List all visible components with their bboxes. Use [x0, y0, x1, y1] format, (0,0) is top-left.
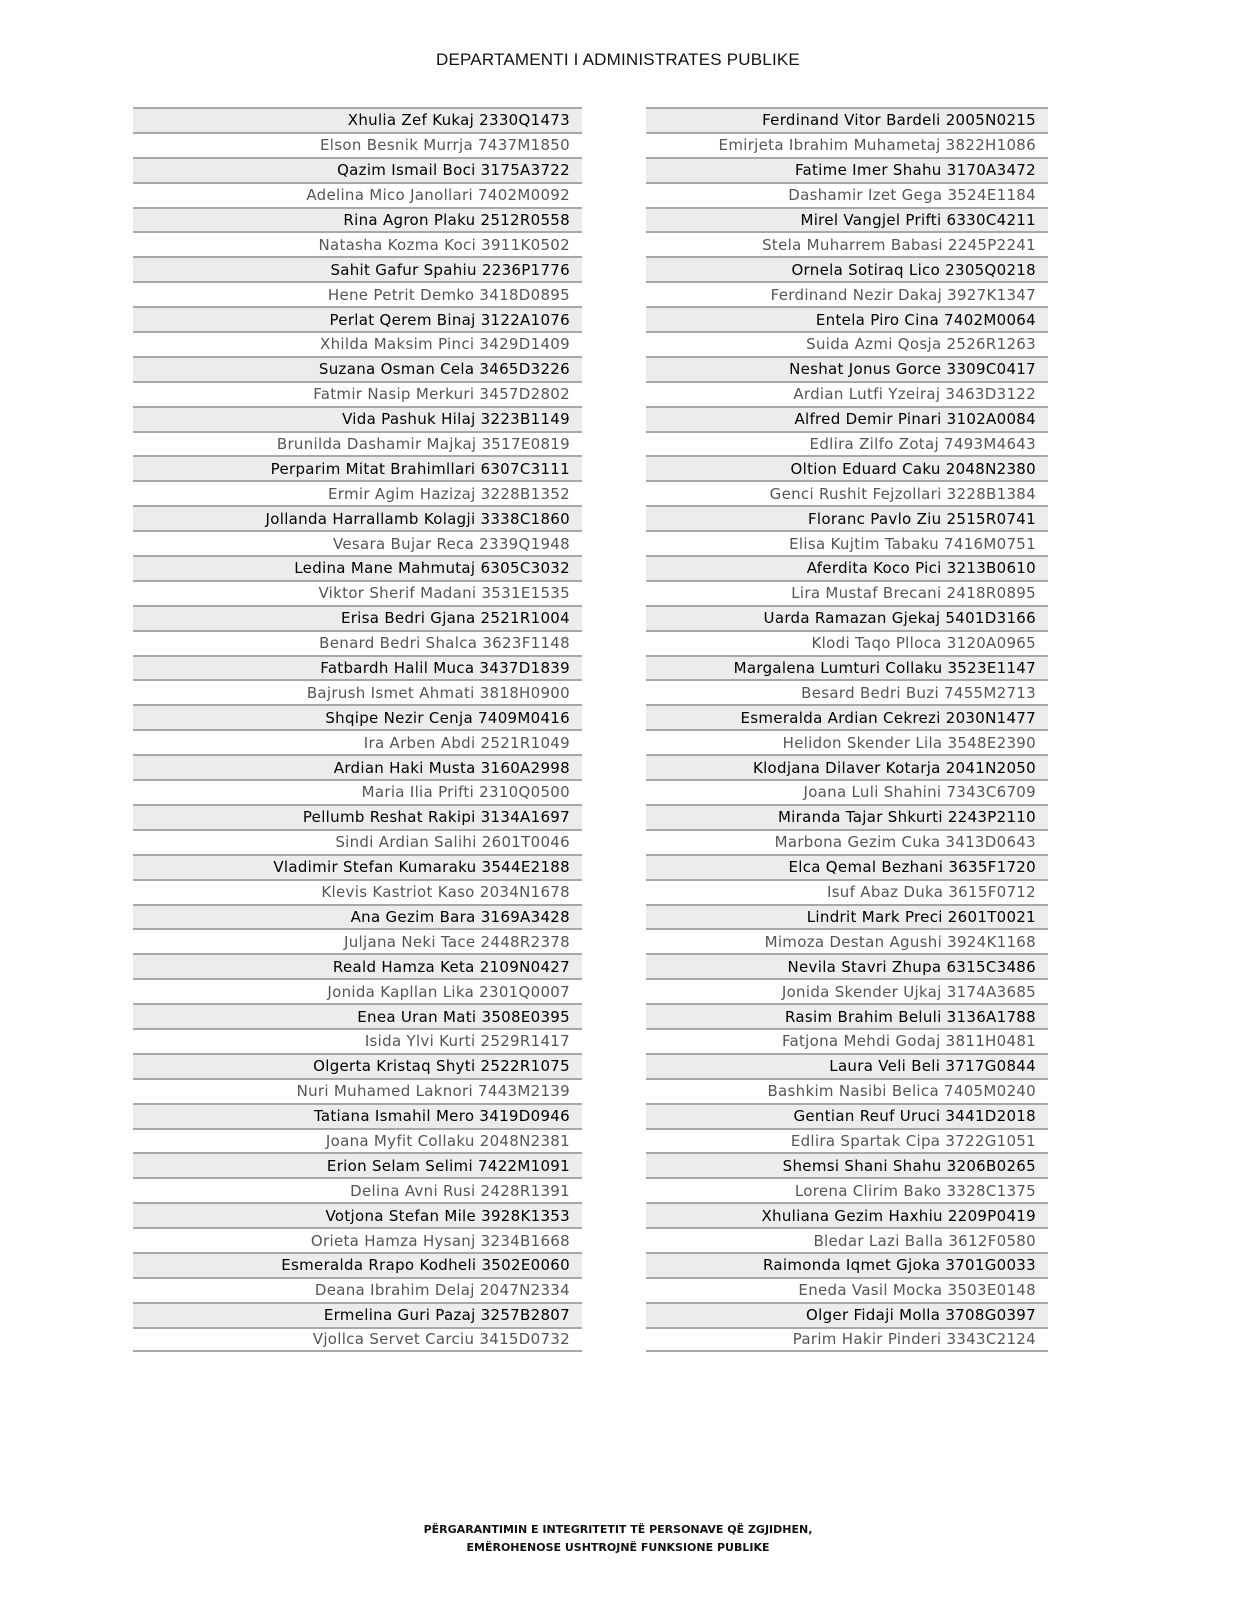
- list-row: [133, 431, 582, 456]
- list-row: [133, 1003, 582, 1028]
- person-entry: Jonida Kapllan Lika 2301Q0007: [327, 982, 570, 1001]
- list-row: [133, 132, 582, 157]
- list-row: [646, 1227, 1048, 1252]
- person-entry: Benard Bedri Shalca 3623F1148: [319, 634, 570, 653]
- list-row: [133, 679, 582, 704]
- person-entry: Delina Avni Rusi 2428R1391: [350, 1181, 570, 1200]
- person-entry: Marbona Gezim Cuka 3413D0643: [774, 833, 1036, 852]
- person-entry: Olger Fidaji Molla 3708G0397: [806, 1306, 1036, 1325]
- list-row: [646, 729, 1048, 754]
- left-name-list: [133, 107, 582, 1352]
- person-entry: Oltion Eduard Caku 2048N2380: [790, 459, 1036, 478]
- person-entry: Klodjana Dilaver Kotarja 2041N2050: [752, 758, 1036, 777]
- list-row: [133, 580, 582, 605]
- person-entry: Mirel Vangjel Prifti 6330C4211: [800, 211, 1036, 229]
- person-entry: Joana Luli Shahini 7343C6709: [803, 783, 1036, 802]
- person-entry: Ferdinand Nezir Dakaj 3927K1347: [770, 285, 1036, 304]
- list-row: [646, 306, 1048, 331]
- list-row: [133, 331, 582, 356]
- list-row: [646, 381, 1048, 406]
- list-row: [646, 953, 1048, 978]
- list-row: [133, 729, 582, 754]
- list-row: [646, 431, 1048, 456]
- list-row: [646, 1003, 1048, 1028]
- person-entry: Xhuliana Gezim Haxhiu 2209P0419: [761, 1206, 1036, 1225]
- list-row: [133, 754, 582, 779]
- footer-line-2: EMËROHENOSE USHTROJNË FUNKSIONE PUBLIKE: [466, 1541, 770, 1554]
- list-row: [646, 630, 1048, 655]
- person-entry: Ermir Agim Hazizaj 3228B1352: [328, 484, 570, 503]
- person-entry: Shemsi Shani Shahu 3206B0265: [782, 1156, 1036, 1175]
- page-title: DEPARTAMENTI I ADMINISTRATES PUBLIKE: [436, 50, 800, 69]
- list-row: [133, 381, 582, 406]
- list-row: [646, 605, 1048, 630]
- right-name-list: [646, 107, 1048, 1352]
- list-row: [646, 1277, 1048, 1302]
- person-entry: Vjollca Servet Carciu 3415D0732: [312, 1330, 570, 1349]
- person-entry: Qazim Ismail Boci 3175A3722: [337, 161, 570, 180]
- person-entry: Xhulia Zef Kukaj 2330Q1473: [347, 111, 570, 130]
- person-entry: Lorena Clirim Bako 3328C1375: [794, 1181, 1036, 1200]
- list-row: [133, 605, 582, 630]
- list-row: [646, 107, 1048, 132]
- list-row: [646, 1152, 1048, 1177]
- person-entry: Ardian Lutfi Yzeiraj 3463D3122: [793, 385, 1036, 404]
- list-row: [133, 207, 582, 232]
- person-entry: Miranda Tajar Shkurti 2243P2110: [777, 808, 1036, 827]
- list-row: [133, 1053, 582, 1078]
- person-entry: Joana Myfit Collaku 2048N2381: [325, 1131, 570, 1150]
- list-row: [133, 904, 582, 929]
- list-row: [646, 505, 1048, 530]
- person-entry: Alfred Demir Pinari 3102A0084: [794, 410, 1036, 429]
- person-entry: Edlira Zilfo Zotaj 7493M4643: [809, 435, 1036, 454]
- person-entry: Viktor Sherif Madani 3531E1535: [318, 584, 570, 603]
- list-row: [133, 704, 582, 729]
- person-entry: Esmeralda Rrapo Kodheli 3502E0060: [281, 1256, 570, 1275]
- list-row: [133, 779, 582, 804]
- person-entry: Ardian Haki Musta 3160A2998: [333, 758, 570, 777]
- person-entry: Esmeralda Ardian Cekrezi 2030N1477: [740, 708, 1036, 727]
- list-row: [646, 1028, 1048, 1053]
- person-entry: Pellumb Reshat Rakipi 3134A1697: [302, 808, 570, 827]
- person-entry: Vida Pashuk Hilaj 3223B1149: [342, 410, 570, 429]
- person-entry: Brunilda Dashamir Majkaj 3517E0819: [276, 435, 570, 454]
- list-row: [646, 1327, 1048, 1352]
- person-entry: Natasha Kozma Koci 3911K0502: [318, 235, 570, 254]
- list-row: [646, 281, 1048, 306]
- person-entry: Uarda Ramazan Gjekaj 5401D3166: [763, 609, 1036, 628]
- person-entry: Fatjona Mehdi Godaj 3811H0481: [781, 1032, 1036, 1051]
- list-row: [646, 704, 1048, 729]
- list-row: [646, 480, 1048, 505]
- list-row: [646, 679, 1048, 704]
- person-entry: Maria Ilia Prifti 2310Q0500: [361, 783, 570, 802]
- list-row: [646, 854, 1048, 879]
- person-entry: Margalena Lumturi Collaku 3523E1147: [733, 659, 1036, 678]
- person-entry: Isida Ylvi Kurti 2529R1417: [364, 1032, 570, 1051]
- list-row: [133, 978, 582, 1003]
- list-row: [133, 530, 582, 555]
- person-entry: Orieta Hamza Hysanj 3234B1668: [310, 1231, 570, 1250]
- person-entry: Ana Gezim Bara 3169A3428: [350, 907, 570, 926]
- person-entry: Rasim Brahim Beluli 3136A1788: [785, 1007, 1036, 1026]
- person-entry: Klodi Taqo Plloca 3120A0965: [811, 634, 1036, 653]
- list-row: [646, 157, 1048, 182]
- person-entry: Ermelina Guri Pazaj 3257B2807: [323, 1306, 570, 1325]
- list-row: [133, 455, 582, 480]
- list-row: [133, 1028, 582, 1053]
- person-entry: Perlat Qerem Binaj 3122A1076: [329, 310, 570, 329]
- list-row: [646, 829, 1048, 854]
- person-entry: Erisa Bedri Gjana 2521R1004: [340, 609, 570, 628]
- list-row: [133, 928, 582, 953]
- person-entry: Mimoza Destan Agushi 3924K1168: [764, 932, 1036, 951]
- list-row: [133, 1302, 582, 1327]
- list-row: [646, 1128, 1048, 1153]
- list-row: [646, 978, 1048, 1003]
- person-entry: Lira Mustaf Brecani 2418R0895: [791, 584, 1036, 603]
- person-entry: Elson Besnik Murrja 7437M1850: [319, 136, 570, 155]
- person-entry: Rina Agron Plaku 2512R0558: [343, 211, 570, 229]
- list-row: [133, 953, 582, 978]
- list-row: [133, 829, 582, 854]
- person-entry: Stela Muharrem Babasi 2245P2241: [762, 235, 1036, 254]
- person-entry: Enea Uran Mati 3508E0395: [357, 1007, 570, 1026]
- list-row: [133, 505, 582, 530]
- person-entry: Gentian Reuf Uruci 3441D2018: [793, 1107, 1036, 1126]
- list-row: [646, 1252, 1048, 1277]
- person-entry: Adelina Mico Janollari 7402M0092: [306, 186, 570, 205]
- list-row: [133, 854, 582, 879]
- list-row: [133, 1103, 582, 1128]
- person-entry: Elisa Kujtim Tabaku 7416M0751: [789, 534, 1036, 553]
- list-row: [133, 630, 582, 655]
- list-row: [646, 530, 1048, 555]
- person-entry: Tatiana Ismahil Mero 3419D0946: [313, 1107, 570, 1126]
- list-row: [133, 306, 582, 331]
- person-entry: Fatime Imer Shahu 3170A3472: [794, 161, 1036, 180]
- list-row: [133, 182, 582, 207]
- list-row: [646, 1177, 1048, 1202]
- person-entry: Fatmir Nasip Merkuri 3457D2802: [313, 385, 570, 404]
- person-entry: Suida Azmi Qosja 2526R1263: [806, 335, 1036, 354]
- list-row: [646, 256, 1048, 281]
- person-entry: Fatbardh Halil Muca 3437D1839: [320, 659, 570, 678]
- person-entry: Reald Hamza Keta 2109N0427: [332, 957, 570, 976]
- list-row: [133, 879, 582, 904]
- list-row: [133, 1177, 582, 1202]
- person-entry: Perparim Mitat Brahimllari 6307C3111: [270, 459, 570, 478]
- list-row: [133, 107, 582, 132]
- list-row: [646, 182, 1048, 207]
- person-entry: Edlira Spartak Cipa 3722G1051: [790, 1131, 1036, 1150]
- person-entry: Xhilda Maksim Pinci 3429D1409: [320, 335, 570, 354]
- person-entry: Bashkim Nasibi Belica 7405M0240: [767, 1082, 1036, 1101]
- list-row: [646, 580, 1048, 605]
- person-entry: Floranc Pavlo Ziu 2515R0741: [808, 509, 1036, 528]
- person-entry: Entela Piro Cina 7402M0064: [815, 310, 1036, 329]
- person-entry: Shqipe Nezir Cenja 7409M0416: [325, 708, 570, 727]
- list-row: [133, 1202, 582, 1227]
- person-entry: Elca Qemal Bezhani 3635F1720: [788, 858, 1036, 877]
- list-row: [646, 356, 1048, 381]
- person-entry: Klevis Kastriot Kaso 2034N1678: [321, 883, 570, 902]
- list-row: [646, 207, 1048, 232]
- list-row: [133, 480, 582, 505]
- person-entry: Dashamir Izet Gega 3524E1184: [788, 186, 1036, 205]
- person-entry: Isuf Abaz Duka 3615F0712: [826, 883, 1036, 902]
- person-entry: Parim Hakir Pinderi 3343C2124: [792, 1330, 1036, 1349]
- list-row: [646, 455, 1048, 480]
- person-entry: Erion Selam Selimi 7422M1091: [326, 1156, 570, 1175]
- person-entry: Helidon Skender Lila 3548E2390: [782, 733, 1036, 752]
- person-entry: Raimonda Iqmet Gjoka 3701G0033: [763, 1256, 1036, 1275]
- person-entry: Neshat Jonus Gorce 3309C0417: [789, 360, 1036, 379]
- person-entry: Besard Bedri Buzi 7455M2713: [801, 683, 1036, 702]
- person-entry: Jollanda Harrallamb Kolagji 3338C1860: [265, 509, 570, 528]
- person-entry: Genci Rushit Fejzollari 3228B1384: [769, 484, 1036, 503]
- list-row: [646, 1103, 1048, 1128]
- person-entry: Aferdita Koco Pici 3213B0610: [806, 559, 1036, 578]
- person-entry: Ledina Mane Mahmutaj 6305C3032: [294, 559, 570, 578]
- list-row: [133, 1252, 582, 1277]
- person-entry: Nevila Stavri Zhupa 6315C3486: [787, 957, 1036, 976]
- list-row: [133, 406, 582, 431]
- person-entry: Sindi Ardian Salihi 2601T0046: [335, 833, 570, 852]
- list-row: [646, 928, 1048, 953]
- person-entry: Bledar Lazi Balla 3612F0580: [813, 1231, 1036, 1250]
- person-entry: Jonida Skender Ujkaj 3174A3685: [781, 982, 1036, 1001]
- person-entry: Lindrit Mark Preci 2601T0021: [806, 907, 1036, 926]
- person-entry: Olgerta Kristaq Shyti 2522R1075: [313, 1057, 570, 1076]
- list-row: [133, 1152, 582, 1177]
- list-row: [133, 555, 582, 580]
- list-row: [646, 1053, 1048, 1078]
- list-row: [646, 331, 1048, 356]
- list-row: [133, 1227, 582, 1252]
- person-entry: Deana Ibrahim Delaj 2047N2334: [314, 1281, 570, 1300]
- list-row: [133, 1327, 582, 1352]
- list-row: [646, 132, 1048, 157]
- list-row: [133, 231, 582, 256]
- person-entry: Nuri Muhamed Laknori 7443M2139: [296, 1082, 570, 1101]
- list-row: [133, 157, 582, 182]
- person-entry: Bajrush Ismet Ahmati 3818H0900: [306, 683, 570, 702]
- list-row: [646, 879, 1048, 904]
- person-entry: Hene Petrit Demko 3418D0895: [327, 285, 570, 304]
- list-row: [133, 281, 582, 306]
- footer-line-1: PËRGARANTIMIN E INTEGRITETIT TË PERSONAVE QË ZGJIDHEN,: [423, 1523, 813, 1536]
- person-entry: Emirjeta Ibrahim Muhametaj 3822H1086: [718, 136, 1036, 155]
- list-row: [646, 1302, 1048, 1327]
- person-entry: Ira Arben Abdi 2521R1049: [363, 733, 570, 752]
- list-row: [646, 804, 1048, 829]
- list-row: [133, 1128, 582, 1153]
- list-row: [646, 754, 1048, 779]
- list-row: [133, 1277, 582, 1302]
- list-row: [646, 1078, 1048, 1103]
- list-row: [646, 406, 1048, 431]
- person-entry: Votjona Stefan Mile 3928K1353: [325, 1206, 570, 1225]
- list-row: [646, 231, 1048, 256]
- list-row: [646, 655, 1048, 680]
- list-row: [646, 555, 1048, 580]
- person-entry: Ferdinand Vitor Bardeli 2005N0215: [762, 111, 1036, 130]
- person-entry: Juljana Neki Tace 2448R2378: [344, 932, 570, 951]
- footer: [0, 1521, 1236, 1557]
- list-row: [646, 1202, 1048, 1227]
- list-row: [133, 655, 582, 680]
- person-entry: Laura Veli Beli 3717G0844: [829, 1057, 1036, 1076]
- list-row: [133, 804, 582, 829]
- list-row: [133, 256, 582, 281]
- person-entry: Vesara Bujar Reca 2339Q1948: [333, 534, 570, 553]
- person-entry: Sahit Gafur Spahiu 2236P1776: [330, 260, 570, 279]
- person-entry: Eneda Vasil Mocka 3503E0148: [798, 1281, 1036, 1300]
- person-entry: Suzana Osman Cela 3465D3226: [318, 360, 570, 379]
- person-entry: Vladimir Stefan Kumaraku 3544E2188: [273, 858, 570, 877]
- list-row: [646, 779, 1048, 804]
- list-row: [133, 356, 582, 381]
- list-row: [646, 904, 1048, 929]
- list-row: [133, 1078, 582, 1103]
- person-entry: Ornela Sotiraq Lico 2305Q0218: [791, 260, 1036, 279]
